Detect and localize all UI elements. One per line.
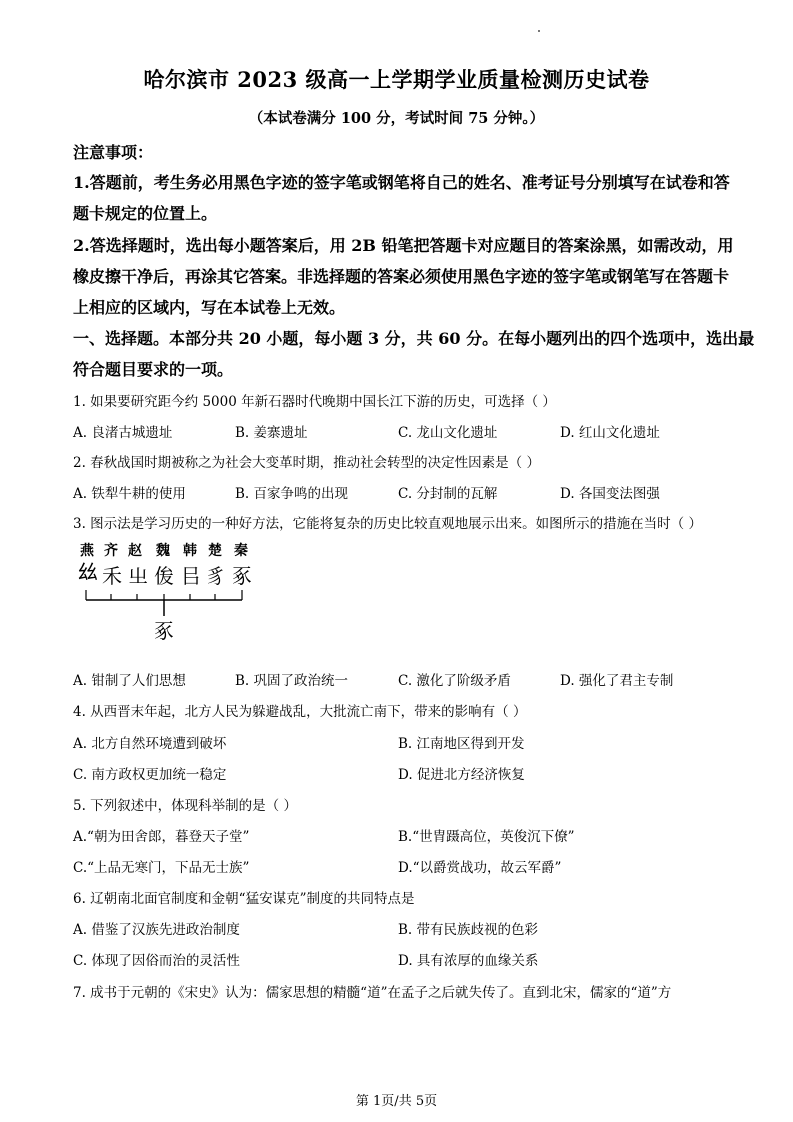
state-zhao: 赵 [128, 543, 142, 559]
q5-option-c: C.“上品无寒门，下品无士族” [73, 860, 250, 876]
q3-option-a: A. 钳制了人们思想 [73, 673, 186, 689]
q1-option-c: C. 龙山文化遗址 [398, 425, 498, 441]
q4-option-c: C. 南方政权更加统一稳定 [73, 767, 227, 783]
notice-item2-line1: 2.答选择题时，选出每小题答案后，用 2B 铅笔把答题卡对应题目的答案涂黑，如需改动，用 [73, 236, 734, 255]
q6-option-c: C. 体现了因俗而治的灵活性 [73, 953, 240, 969]
question-2-stem: 2. 春秋战国时期被称之为社会大变革时期，推动社会转型的决定性因素是（ ） [73, 455, 540, 471]
exam-subtitle: （本试卷满分 100 分，考试时间 75 分钟。） [248, 110, 545, 127]
q6-option-a: A. 借鉴了汉族先进政治制度 [73, 922, 240, 938]
seal-qi: 禾 [102, 564, 122, 588]
q2-option-d: D. 各国变法图强 [560, 486, 660, 502]
q5-option-a: A.“朝为田舍郎，暮登天子堂” [73, 829, 250, 845]
q1-option-b: B. 姜寨遗址 [235, 425, 308, 441]
state-wei: 魏 [156, 543, 170, 559]
notice-heading: 注意事项： [73, 143, 154, 162]
state-qi: 齐 [104, 543, 118, 559]
seal-chu: 豸 [206, 564, 226, 588]
q2-option-a: A. 铁犁牛耕的使用 [73, 486, 186, 502]
question-7-stem: 7. 成书于元朝的《宋史》认为：儒家思想的精髓“道”在孟子之后就失传了。直到北宋，儒家的“道”方 [73, 985, 672, 1001]
q4-option-a: A. 北方自然环境遭到破坏 [73, 736, 227, 752]
q3-option-c: C. 激化了阶级矛盾 [398, 673, 511, 689]
seal-han: 㠯 [181, 564, 201, 588]
question-5-stem: 5. 下列叙述中，体现科举制的是（ ） [73, 798, 297, 814]
state-qin: 秦 [234, 543, 248, 559]
notice-item1-line1: 1.答题前，考生务必用黑色字迹的签字笔或钢笔将自己的姓名、准考证号分别填写在试卷和答 [73, 173, 730, 192]
seal-yan: 𢆶 [78, 560, 98, 584]
q5-option-b: B.“世胄蹑高位，英俊沉下僚” [398, 829, 575, 845]
scan-speck [538, 30, 540, 32]
notice-item2-line3: 上相应的区域内，写在本试卷上无效。 [73, 298, 346, 317]
q6-option-d: D. 具有浓厚的血缘关系 [398, 953, 539, 969]
q1-option-a: A. 良渚古城遗址 [73, 425, 173, 441]
page-footer: 第 1页/共 5页 [355, 1094, 438, 1109]
state-han: 韩 [183, 543, 197, 559]
seal-wei: 㑓 [154, 564, 174, 588]
q4-option-d: D. 促进北方经济恢复 [398, 767, 525, 783]
q5-option-d: D.“以爵赏战功，故云军爵” [398, 860, 562, 876]
question-3-stem: 3. 图示法是学习历史的一种好方法，它能将复杂的历史比较直观地展示出来。如图所示的措施在当时（ ） [73, 516, 702, 532]
q3-option-b: B. 巩固了政治统一 [235, 673, 349, 689]
q1-option-d: D. 红山文化遗址 [560, 425, 660, 441]
seal-qin: 豖 [232, 564, 252, 588]
state-chu: 楚 [208, 543, 222, 559]
notice-item1-line2: 题卡规定的位置上。 [73, 204, 218, 223]
seal-script-diagram [76, 540, 256, 660]
state-yan: 燕 [80, 543, 94, 559]
question-1-stem: 1. 如果要研究距今约 5000 年新石器时代晚期中国长江下游的历史，可选择（ ） [73, 394, 556, 410]
question-4-stem: 4. 从西晋末年起，北方人民为躲避战乱，大批流亡南下，带来的影响有（ ） [73, 704, 527, 720]
seal-zhao: 㞢 [128, 564, 148, 588]
section1-line2: 符合题目要求的一项。 [73, 360, 234, 379]
exam-title: 哈尔滨市 2023 级高一上学期学业质量检测历史试卷 [143, 67, 650, 92]
question-6-stem: 6. 辽朝南北面官制度和金朝“猛安谋克”制度的共同特点是 [73, 891, 415, 907]
notice-item2-line2: 橡皮擦干净后，再涂其它答案。非选择题的答案必须使用黑色字迹的签字笔或钢笔写在答题卡 [73, 267, 730, 286]
section1-line1: 一、选择题。本部分共 20 小题，每小题 3 分，共 60 分。在每小题列出的四个选项中，选出最 [73, 329, 755, 348]
q4-option-b: B. 江南地区得到开发 [398, 736, 525, 752]
q2-option-c: C. 分封制的瓦解 [398, 486, 498, 502]
q2-option-b: B. 百家争鸣的出现 [235, 486, 349, 502]
q6-option-b: B. 带有民族歧视的色彩 [398, 922, 539, 938]
q3-option-d: D. 强化了君主专制 [560, 673, 674, 689]
seal-unified: 豖 [154, 619, 174, 643]
